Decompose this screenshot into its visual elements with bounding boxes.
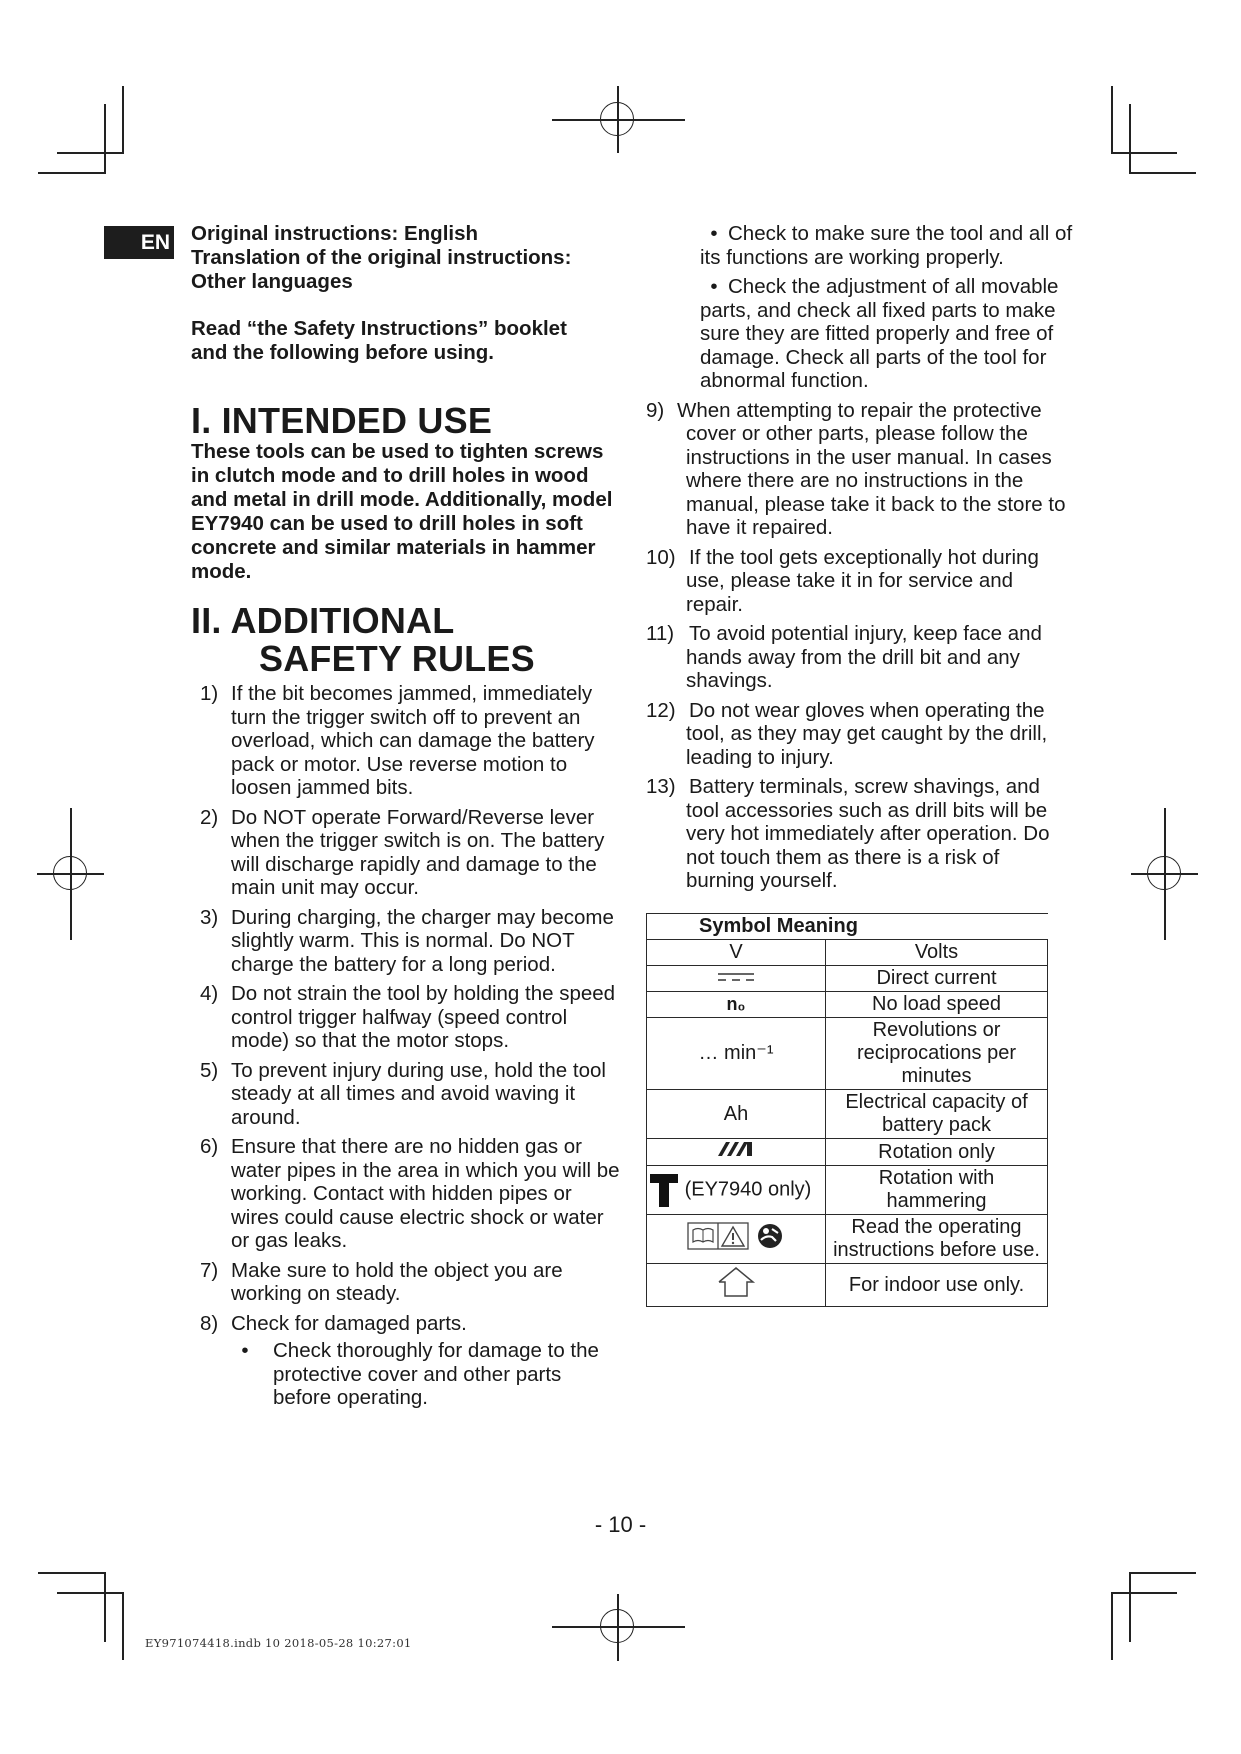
symbol-direct-current <box>647 966 826 992</box>
rule-8-bullet-1: • Check thoroughly for damage to the protective cover and other parts before operating. <box>241 1339 599 1409</box>
intro-block <box>191 222 621 365</box>
rule-item-10: 10) If the tool gets exceptionally hot during use, please take it in for service and repair. <box>646 545 1039 616</box>
table-row <box>647 1166 1048 1215</box>
meaning-read-instructions: Read the operating instructions before use. <box>826 1215 1048 1264</box>
meaning-direct-current: Direct current <box>826 966 1048 992</box>
safety-rules-list <box>191 682 621 1410</box>
meaning-volts: Volts <box>826 940 1048 966</box>
table-row <box>647 1215 1048 1264</box>
table-row <box>647 992 1048 1018</box>
symbol-volts: V <box>647 940 826 966</box>
rule-8-bullets <box>231 1339 621 1410</box>
symbol-table-header: Symbol Meaning <box>647 914 1048 940</box>
direct-current-icon <box>716 970 756 984</box>
rule-item-5: 5) To prevent injury during use, hold the tool steady at all times and avoid waving it around. <box>200 1058 606 1129</box>
symbol-indoor-use <box>647 1264 826 1307</box>
intro-line-3: Other languages <box>191 270 353 293</box>
page-number: - 10 - <box>594 1512 647 1537</box>
ey7940-only-label: (EY7940 only) <box>684 1178 812 1201</box>
safety-rules-list-continued <box>646 399 1066 893</box>
read-booklet-line-2: and the following before using. <box>191 341 494 364</box>
rule-8-bullets-continued <box>700 222 1080 393</box>
rule-item-8: 8) Check for damaged parts. • Check thoroughly for damage to the protective cover and other parts before operating. <box>191 1312 621 1410</box>
meaning-indoor-use: For indoor use only. <box>826 1264 1048 1307</box>
meaning-no-load-speed: No load speed <box>826 992 1048 1018</box>
language-tab: EN <box>104 226 174 259</box>
rule-item-4: 4) Do not strain the tool by holding the speed control trigger halfway (speed control mode) so that the motor stops. <box>200 982 616 1052</box>
safety-title-line-2: SAFETY RULES <box>259 638 535 679</box>
intended-use-body: These tools can be used to tighten screws in clutch mode and to drill holes in wood and metal in drill mode. Additionally, model EY7940 can be used to drill holes in soft concrete and similar materials in hammer mode. <box>191 440 613 583</box>
left-column <box>191 222 621 1416</box>
rule-item-1: 1) If the bit becomes jammed, immediately turn the trigger switch off to prevent an overload, which can damage the battery pack or motor. Use reverse motion to loosen jammed bits. <box>200 682 595 799</box>
meaning-rotation-only: Rotation only <box>826 1139 1048 1166</box>
meaning-revolutions: Revolutions or reciprocations per minutes <box>826 1018 1048 1090</box>
print-info: EY971074418.indb 10 2018-05-28 10:27:01 <box>145 1636 412 1650</box>
rule-item-6: 6) Ensure that there are no hidden gas or water pipes in the area in which you will be working. Contact with hidden pipes or wires could cause electric shock or water or gas leaks. <box>200 1135 620 1252</box>
house-icon <box>716 1265 756 1299</box>
manual-warning-icon <box>686 1220 786 1252</box>
symbol-table <box>646 913 1048 1307</box>
table-row <box>647 1264 1048 1307</box>
symbol-hammer <box>647 1166 826 1215</box>
symbol-read-instructions <box>647 1215 826 1264</box>
rule-item-9: 9) When attempting to repair the protective cover or other parts, please follow the instructions in the user manual. In cases where there are no instructions in the manual, please take it back to the store to have it repaired. <box>646 398 1066 539</box>
symbol-per-minute: … min⁻¹ <box>647 1018 826 1090</box>
rule-8-bullet-3: • Check the adjustment of all movable parts, and check all fixed parts to make sure they are fitted properly and free of damage. Check all parts of the tool for abnormal function. <box>700 275 1059 392</box>
rule-item-12: 12) Do not wear gloves when operating the tool, as they may get caught by the drill, leading to injury. <box>646 698 1048 769</box>
symbol-rotation <box>647 1139 826 1166</box>
rule-item-3: 3) During charging, the charger may become slightly warm. This is normal. Do NOT charge the battery for a long period. <box>200 905 614 976</box>
symbol-table-header-row <box>647 914 1048 940</box>
section-intended-use-title: I. INTENDED USE <box>191 400 493 441</box>
safety-title-line-1: II. ADDITIONAL <box>191 600 455 641</box>
section-safety-rules-title <box>191 602 621 678</box>
meaning-electrical-capacity: Electrical capacity of battery pack <box>826 1090 1048 1139</box>
rule-item-7: 7) Make sure to hold the object you are working on steady. <box>200 1258 563 1305</box>
meaning-rotation-hammering: Rotation with hammering <box>826 1166 1048 1215</box>
table-row <box>647 966 1048 992</box>
hammer-icon <box>649 1172 679 1208</box>
intro-line-1: Original instructions: English <box>191 222 479 245</box>
rotation-icon <box>718 1140 754 1158</box>
intro-line-2: Translation of the original instructions: <box>191 246 572 269</box>
symbol-no-load-speed: n₀ <box>647 992 826 1018</box>
right-column <box>646 222 1086 899</box>
table-row <box>647 1018 1048 1090</box>
table-row <box>647 1139 1048 1166</box>
rule-item-13: 13) Battery terminals, screw shavings, and tool accessories such as drill bits will be very hot immediately after operation. Do not touch them as there is a risk of burning yourself. <box>646 775 1050 892</box>
read-booklet-line-1: Read “the Safety Instructions” booklet <box>191 317 567 340</box>
rule-8-bullet-2: • Check to make sure the tool and all of its functions are working properly. <box>700 222 1073 269</box>
table-row <box>647 940 1048 966</box>
rule-item-2: 2) Do NOT operate Forward/Reverse lever when the trigger switch is on. The battery will discharge rapidly and damage to the main unit may occur. <box>200 805 605 899</box>
rule-item-11: 11) To avoid potential injury, keep face and hands away from the drill bit and any shavings. <box>646 622 1042 692</box>
symbol-amp-hour: Ah <box>647 1090 826 1139</box>
table-row <box>647 1090 1048 1139</box>
